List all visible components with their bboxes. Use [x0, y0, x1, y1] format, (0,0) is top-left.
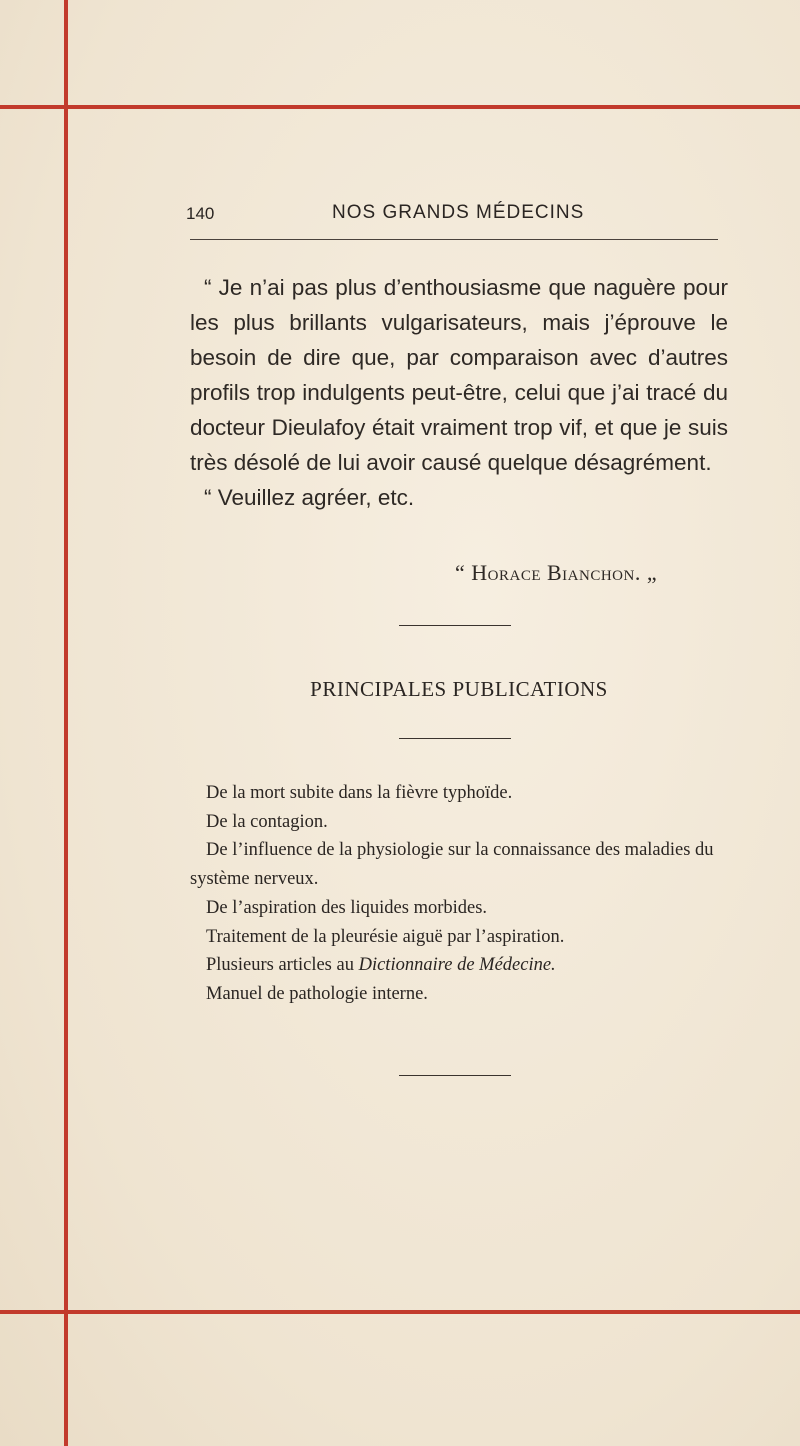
- letter-signature: [455, 560, 657, 586]
- signature-close-quote: „: [640, 560, 658, 585]
- publication-item: De l’aspiration des liquides morbides.: [206, 897, 488, 918]
- running-head: NOS GRANDS MÉDECINS: [332, 202, 585, 223]
- signature-open-quote: “: [455, 560, 472, 585]
- red-margin-rule-bottom: [0, 1310, 800, 1314]
- publication-title-italic: Dictionnaire de Médecine.: [358, 955, 556, 976]
- signature-name: Horace Bianchon.: [471, 560, 641, 585]
- page-header: [186, 200, 726, 230]
- publication-item: De l’influence de la physiologie sur la connaissance des maladies du système nerveux.: [190, 840, 714, 890]
- publication-item: De la mort subite dans la fièvre typhoïde.: [206, 783, 513, 803]
- publication-item: Traitement de la pleurésie aiguë par l’aspiration.: [206, 926, 565, 947]
- publication-item: Manuel de pathologie interne.: [206, 983, 428, 1004]
- publication-item: [190, 951, 725, 980]
- letter-text: [190, 270, 728, 515]
- letter-closing: “ Veuillez agréer, etc.: [204, 485, 415, 510]
- red-margin-rule-top: [0, 105, 800, 109]
- section-title: PRINCIPALES PUBLICATIONS: [310, 677, 608, 701]
- publications-list: [190, 779, 725, 1009]
- section-divider-bottom: [399, 1075, 511, 1076]
- red-margin-rule-vertical: [64, 0, 68, 1446]
- page-number: 140: [186, 204, 215, 223]
- section-divider-middle: [399, 738, 511, 739]
- publication-item: De la contagion.: [206, 811, 328, 832]
- header-rule: [190, 239, 718, 240]
- section-divider-top: [399, 625, 511, 626]
- letter-paragraph: “ Je n’ai pas plus d’enthousiasme que naguère pour les plus brillants vulgarisateurs, mais j’éprouve le besoin de dire que, par comparaison avec d’autres profils trop indulgents peut-être, celui que j’ai tracé du docteur Dieulafoy était vraiment trop vif, et que je suis très désolé de lui avoir causé quelque désagrément.: [190, 275, 728, 475]
- publication-prefix: Plusieurs articles au: [206, 955, 359, 976]
